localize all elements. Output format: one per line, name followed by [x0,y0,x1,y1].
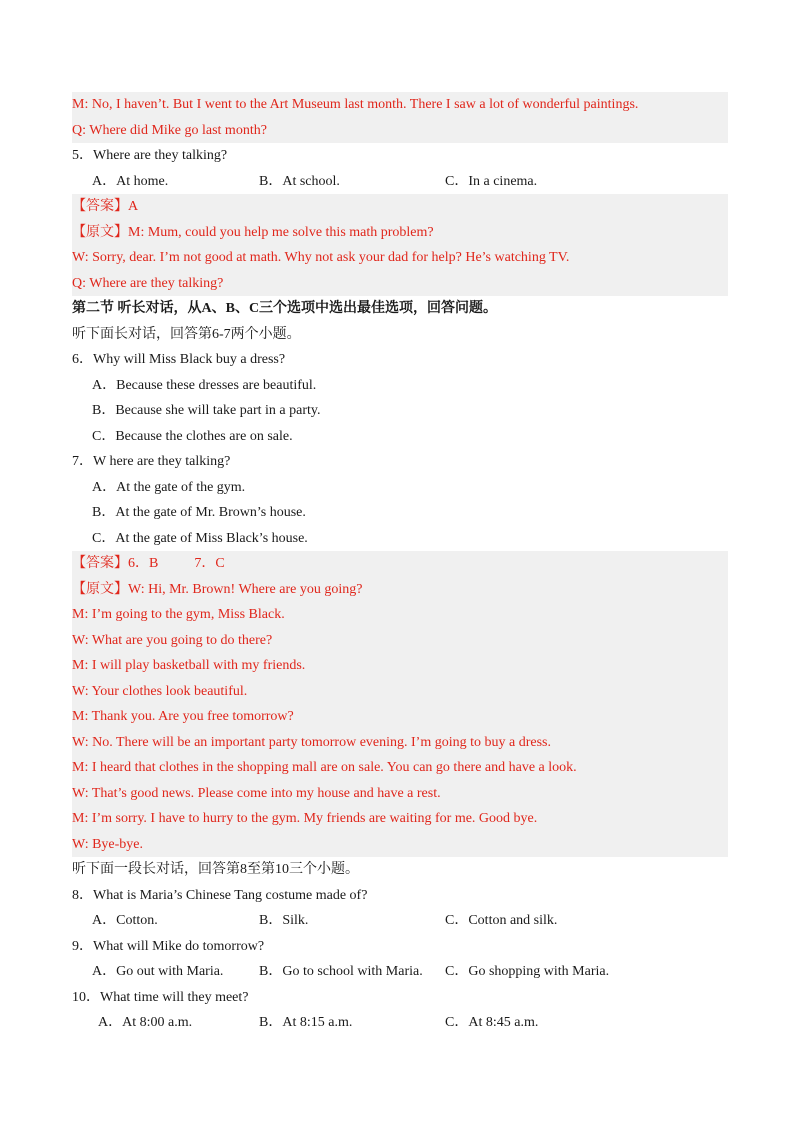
answer-5: 【答案】A [72,194,728,220]
answer-6-7 [72,551,728,577]
question-8-options [72,908,728,934]
section-heading: 第二节 听长对话，从A、B、C三个选项中选出最佳选项，回答问题。 [72,301,498,316]
option-a: A．At home. [92,173,169,189]
option-a: A．Go out with Maria. [92,964,224,979]
option-c: C．At the gate of Miss Black’s house. [92,530,308,546]
document-page [72,92,728,1036]
transcript-line: M: I’m going to the gym, Miss Black. [72,602,728,628]
option-b: B．At the gate of Mr. Brown’s house. [92,505,306,520]
transcript-line: M: Thank you. Are you free tomorrow? [72,704,728,730]
question-6: 6．Why will Miss Black buy a dress? [72,352,286,367]
question-5: 5．Where are they talking? [72,148,228,163]
option-b: B．Because she will take part in a party. [92,403,321,418]
section-instruction: 听下面长对话，回答第6-7两个小题。 [72,326,301,342]
transcript-line: 【原文】M: Mum, could you help me solve this math problem? [72,220,728,246]
question-9: 9．What will Mike do tomorrow? [72,938,265,954]
transcript-line: 【原文】W: Hi, Mr. Brown! Where are you going? [72,577,728,603]
option-b: B．At 8:15 a.m. [259,1015,353,1030]
transcript-line: W: Sorry, dear. I’m not good at math. Why not ask your dad for help? He’s watching TV. [72,245,728,271]
question-5-options [72,169,728,195]
transcript-line: M: No, I haven’t. But I went to the Art Museum last month. There I saw a lot of wonderful paintings. [72,92,728,118]
transcript-line: W: Your clothes look beautiful. [72,679,728,705]
option-c: C．Because the clothes are on sale. [92,428,293,444]
transcript-line: W: That’s good news. Please come into my house and have a rest. [72,781,728,807]
transcript-line: W: What are you going to do there? [72,628,728,654]
transcript-question: Q: Where did Mike go last month? [72,118,728,144]
transcript-line: W: Bye-bye. [72,832,728,858]
option-a: A．Because these dresses are beautiful. [92,377,317,393]
answer-6: 【答案】6．B [72,556,159,571]
option-b: B．At school. [259,173,340,189]
answer-7: 7．C [194,556,225,571]
option-c: C．In a cinema. [445,173,538,189]
option-c: C．Go shopping with Maria. [445,964,610,979]
option-c: C．Cotton and silk. [445,913,558,928]
question-10-options [72,1010,728,1036]
option-b: B．Silk. [259,913,309,928]
option-a: A．Cotton. [92,913,158,928]
option-c: C．At 8:45 a.m. [445,1015,539,1030]
question-10: 10．What time will they meet? [72,989,249,1005]
transcript-line: M: I’m sorry. I have to hurry to the gym. My friends are waiting for me. Good bye. [72,806,728,832]
transcript-line: M: I heard that clothes in the shopping mall are on sale. You can go there and have a look. [72,755,728,781]
question-7: 7．W here are they talking? [72,454,231,469]
option-a: A．At the gate of the gym. [92,479,246,495]
transcript-question: Q: Where are they talking? [72,271,728,297]
option-b: B．Go to school with Maria. [259,964,423,979]
section-instruction: 听下面一段长对话，回答第8至第10三个小题。 [72,862,359,877]
question-8: 8．What is Maria’s Chinese Tang costume made of? [72,887,368,903]
option-a: A．At 8:00 a.m. [98,1015,193,1030]
question-9-options [72,959,728,985]
transcript-line: W: No. There will be an important party tomorrow evening. I’m going to buy a dress. [72,730,728,756]
transcript-line: M: I will play basketball with my friends. [72,653,728,679]
